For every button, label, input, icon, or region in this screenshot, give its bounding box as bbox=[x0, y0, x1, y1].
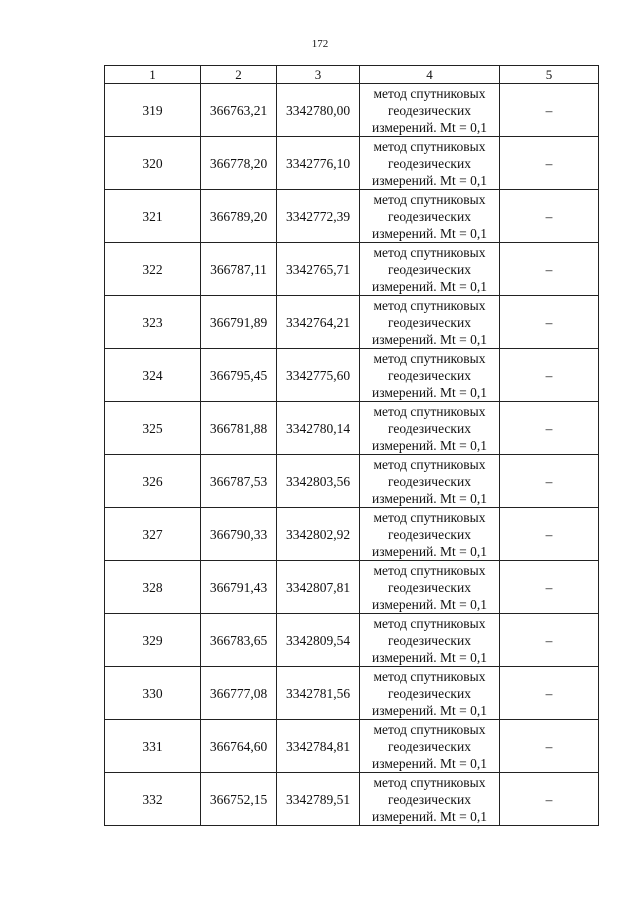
table-row bbox=[105, 508, 599, 561]
method-cell bbox=[360, 296, 500, 349]
method-cell bbox=[360, 243, 500, 296]
x-coordinate-cell: 366795,45 bbox=[201, 349, 277, 402]
method-text-line-2: геодезических bbox=[388, 685, 471, 701]
y-coordinate-cell: 3342780,00 bbox=[277, 84, 360, 137]
header-col-2: 2 bbox=[201, 66, 277, 84]
table-header bbox=[105, 66, 599, 84]
y-coordinate-cell: 3342765,71 bbox=[277, 243, 360, 296]
method-text-line-1: метод спутниковых bbox=[373, 615, 486, 631]
y-coordinate-cell: 3342803,56 bbox=[277, 455, 360, 508]
point-number-cell: 326 bbox=[105, 455, 201, 508]
header-col-1: 1 bbox=[105, 66, 201, 84]
method-cell bbox=[360, 190, 500, 243]
point-number-cell: 322 bbox=[105, 243, 201, 296]
method-cell bbox=[360, 773, 500, 826]
point-number-cell: 332 bbox=[105, 773, 201, 826]
method-cell bbox=[360, 614, 500, 667]
note-cell: – bbox=[500, 137, 599, 190]
method-text-line-1: метод спутниковых bbox=[373, 350, 486, 366]
table-row bbox=[105, 349, 599, 402]
y-coordinate-cell: 3342772,39 bbox=[277, 190, 360, 243]
method-text-line-1: метод спутниковых bbox=[373, 138, 486, 154]
header-row bbox=[105, 66, 599, 84]
x-coordinate-cell: 366781,88 bbox=[201, 402, 277, 455]
method-text-line-2: геодезических bbox=[388, 208, 471, 224]
method-text-line-1: метод спутниковых bbox=[373, 668, 486, 684]
x-coordinate-cell: 366787,11 bbox=[201, 243, 277, 296]
method-cell bbox=[360, 561, 500, 614]
method-text-line-3: измерений. Mt = 0,1 bbox=[371, 808, 488, 824]
method-text-line-3: измерений. Mt = 0,1 bbox=[371, 384, 488, 400]
y-coordinate-cell: 3342764,21 bbox=[277, 296, 360, 349]
method-text-line-1: метод спутниковых bbox=[373, 244, 486, 260]
method-text-line-3: измерений. Mt = 0,1 bbox=[371, 225, 488, 241]
point-number-cell: 323 bbox=[105, 296, 201, 349]
point-number-cell: 320 bbox=[105, 137, 201, 190]
x-coordinate-cell: 366752,15 bbox=[201, 773, 277, 826]
method-text-line-1: метод спутниковых bbox=[373, 721, 486, 737]
method-text-line-1: метод спутниковых bbox=[373, 403, 486, 419]
method-text-line-3: измерений. Mt = 0,1 bbox=[371, 596, 488, 612]
method-text-line-2: геодезических bbox=[388, 420, 471, 436]
table-row bbox=[105, 296, 599, 349]
method-cell bbox=[360, 84, 500, 137]
method-cell bbox=[360, 667, 500, 720]
page-number: 172 bbox=[311, 38, 329, 50]
point-number-cell: 330 bbox=[105, 667, 201, 720]
header-col-4: 4 bbox=[360, 66, 500, 84]
method-text-line-2: геодезических bbox=[388, 473, 471, 489]
method-cell bbox=[360, 455, 500, 508]
method-text-line-3: измерений. Mt = 0,1 bbox=[371, 755, 488, 771]
table-body bbox=[105, 84, 599, 826]
method-text-line-3: измерений. Mt = 0,1 bbox=[371, 278, 488, 294]
method-cell bbox=[360, 508, 500, 561]
table-row bbox=[105, 561, 599, 614]
method-text-line-2: геодезических bbox=[388, 261, 471, 277]
method-text-line-2: геодезических bbox=[388, 738, 471, 754]
x-coordinate-cell: 366783,65 bbox=[201, 614, 277, 667]
coordinates-table bbox=[104, 65, 599, 826]
method-text-line-1: метод спутниковых bbox=[373, 456, 486, 472]
table-row bbox=[105, 614, 599, 667]
point-number-cell: 319 bbox=[105, 84, 201, 137]
method-text-line-2: геодезических bbox=[388, 102, 471, 118]
point-number-cell: 325 bbox=[105, 402, 201, 455]
method-text-line-1: метод спутниковых bbox=[373, 85, 486, 101]
note-cell: – bbox=[500, 190, 599, 243]
method-text-line-3: измерений. Mt = 0,1 bbox=[371, 437, 488, 453]
table-row bbox=[105, 137, 599, 190]
header-col-5: 5 bbox=[500, 66, 599, 84]
note-cell: – bbox=[500, 720, 599, 773]
method-cell bbox=[360, 349, 500, 402]
y-coordinate-cell: 3342780,14 bbox=[277, 402, 360, 455]
method-text-line-3: измерений. Mt = 0,1 bbox=[371, 331, 488, 347]
point-number-cell: 327 bbox=[105, 508, 201, 561]
y-coordinate-cell: 3342807,81 bbox=[277, 561, 360, 614]
x-coordinate-cell: 366790,33 bbox=[201, 508, 277, 561]
note-cell: – bbox=[500, 455, 599, 508]
y-coordinate-cell: 3342802,92 bbox=[277, 508, 360, 561]
method-text-line-1: метод спутниковых bbox=[373, 297, 486, 313]
method-text-line-2: геодезических bbox=[388, 367, 471, 383]
table-row bbox=[105, 455, 599, 508]
method-text-line-2: геодезических bbox=[388, 791, 471, 807]
method-text-line-1: метод спутниковых bbox=[373, 774, 486, 790]
note-cell: – bbox=[500, 508, 599, 561]
y-coordinate-cell: 3342789,51 bbox=[277, 773, 360, 826]
x-coordinate-cell: 366787,53 bbox=[201, 455, 277, 508]
y-coordinate-cell: 3342776,10 bbox=[277, 137, 360, 190]
y-coordinate-cell: 3342775,60 bbox=[277, 349, 360, 402]
header-col-3: 3 bbox=[277, 66, 360, 84]
method-text-line-2: геодезических bbox=[388, 526, 471, 542]
table-row bbox=[105, 720, 599, 773]
x-coordinate-cell: 366791,43 bbox=[201, 561, 277, 614]
note-cell: – bbox=[500, 349, 599, 402]
method-text-line-2: геодезических bbox=[388, 155, 471, 171]
note-cell: – bbox=[500, 243, 599, 296]
point-number-cell: 328 bbox=[105, 561, 201, 614]
method-text-line-1: метод спутниковых bbox=[373, 562, 486, 578]
x-coordinate-cell: 366789,20 bbox=[201, 190, 277, 243]
table-row bbox=[105, 667, 599, 720]
method-text-line-3: измерений. Mt = 0,1 bbox=[371, 172, 488, 188]
x-coordinate-cell: 366764,60 bbox=[201, 720, 277, 773]
x-coordinate-cell: 366791,89 bbox=[201, 296, 277, 349]
x-coordinate-cell: 366778,20 bbox=[201, 137, 277, 190]
y-coordinate-cell: 3342784,81 bbox=[277, 720, 360, 773]
note-cell: – bbox=[500, 402, 599, 455]
method-cell bbox=[360, 402, 500, 455]
note-cell: – bbox=[500, 561, 599, 614]
method-text-line-1: метод спутниковых bbox=[373, 509, 486, 525]
x-coordinate-cell: 366763,21 bbox=[201, 84, 277, 137]
table-row bbox=[105, 773, 599, 826]
method-text-line-2: геодезических bbox=[388, 632, 471, 648]
note-cell: – bbox=[500, 84, 599, 137]
method-text-line-2: геодезических bbox=[388, 579, 471, 595]
method-text-line-1: метод спутниковых bbox=[373, 191, 486, 207]
note-cell: – bbox=[500, 614, 599, 667]
y-coordinate-cell: 3342781,56 bbox=[277, 667, 360, 720]
table-row bbox=[105, 402, 599, 455]
method-text-line-3: измерений. Mt = 0,1 bbox=[371, 649, 488, 665]
x-coordinate-cell: 366777,08 bbox=[201, 667, 277, 720]
point-number-cell: 324 bbox=[105, 349, 201, 402]
method-text-line-3: измерений. Mt = 0,1 bbox=[371, 702, 488, 718]
method-cell bbox=[360, 720, 500, 773]
method-text-line-2: геодезических bbox=[388, 314, 471, 330]
note-cell: – bbox=[500, 296, 599, 349]
method-text-line-3: измерений. Mt = 0,1 bbox=[371, 119, 488, 135]
method-text-line-3: измерений. Mt = 0,1 bbox=[371, 543, 488, 559]
point-number-cell: 329 bbox=[105, 614, 201, 667]
note-cell: – bbox=[500, 773, 599, 826]
method-cell bbox=[360, 137, 500, 190]
table-row bbox=[105, 190, 599, 243]
point-number-cell: 331 bbox=[105, 720, 201, 773]
y-coordinate-cell: 3342809,54 bbox=[277, 614, 360, 667]
note-cell: – bbox=[500, 667, 599, 720]
table-row bbox=[105, 243, 599, 296]
table-row bbox=[105, 84, 599, 137]
method-text-line-3: измерений. Mt = 0,1 bbox=[371, 490, 488, 506]
point-number-cell: 321 bbox=[105, 190, 201, 243]
